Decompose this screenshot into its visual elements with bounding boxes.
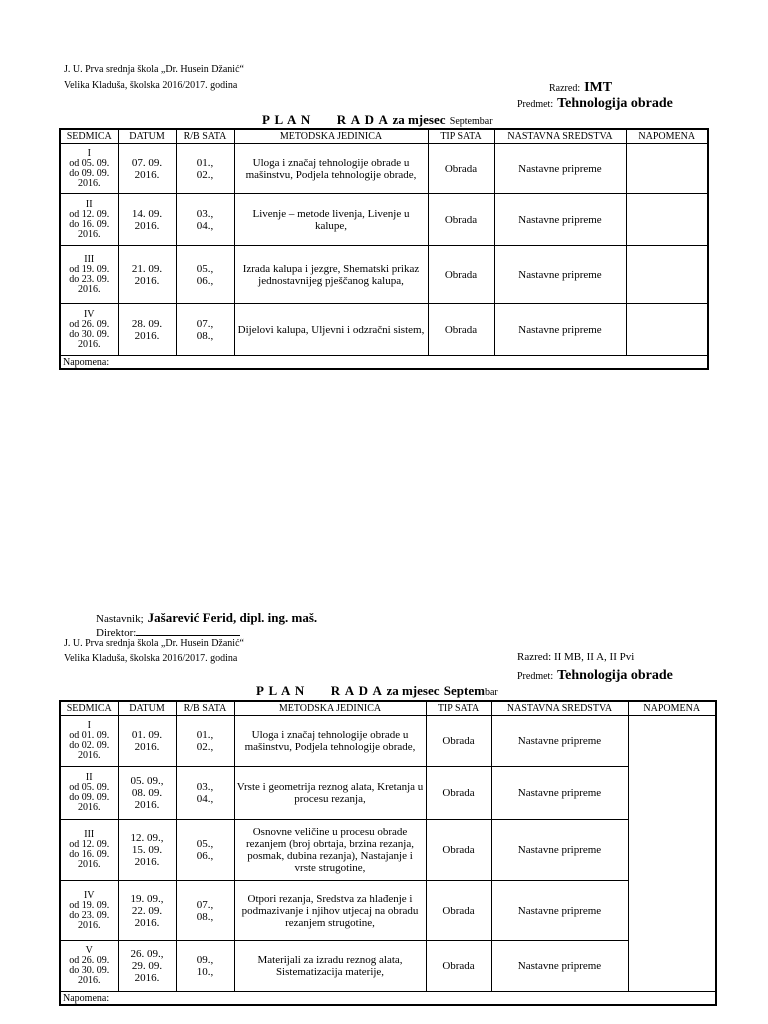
week-cell: IV od 19. 09. do 23. 09. 2016.: [60, 881, 118, 941]
table-row: [60, 820, 716, 881]
means-cell: Nastavne pripreme: [491, 881, 628, 941]
predmet-label: Predmet:: [517, 99, 554, 110]
date-cell: 28. 09. 2016.: [118, 304, 176, 356]
col-header-napomena: NAPOMENA: [626, 129, 708, 144]
date-cell: 14. 09. 2016.: [118, 194, 176, 246]
unit-cell: Vrste i geometrija reznog alata, Kretanja u procesu rezanja,: [234, 767, 426, 820]
nastavnik-value: Jašarević Ferid, dipl. ing. maš.: [147, 610, 318, 625]
table-row: [60, 881, 716, 941]
plan-title-1: [262, 112, 493, 128]
type-cell: Obrada: [426, 941, 491, 992]
plan-table-2: [59, 700, 717, 1006]
week-cell: IV od 26. 09. do 30. 09. 2016.: [60, 304, 118, 356]
means-cell: Nastavne pripreme: [494, 246, 626, 304]
type-cell: Obrada: [426, 881, 491, 941]
predmet-value: Tehnologija obrade: [557, 668, 673, 683]
title-main: P L A N R A D A: [262, 112, 389, 127]
hours-cell: 09., 10.,: [176, 941, 234, 992]
plan-title-2: [256, 683, 498, 699]
date-cell: 07. 09. 2016.: [118, 144, 176, 194]
razred-value: II MB, II A, II Pvi: [553, 651, 635, 663]
plan-table-1: [59, 128, 709, 370]
title-month-bold: Septem: [443, 683, 485, 698]
table-row: [60, 304, 708, 356]
napomena-cell: Napomena:: [60, 992, 716, 1006]
unit-cell: Dijelovi kalupa, Uljevni i odzračni sistem,: [234, 304, 428, 356]
place-year-1: Velika Kladuša, školska 2016/2017. godina: [64, 80, 238, 91]
col-header-datum: DATUM: [118, 701, 176, 716]
table-header-row: [60, 701, 716, 716]
table-row: [60, 144, 708, 194]
table-header-row: [60, 129, 708, 144]
date-cell: 12. 09., 15. 09. 2016.: [118, 820, 176, 881]
table-row: [60, 941, 716, 992]
hours-cell: 03., 04.,: [176, 767, 234, 820]
hours-cell: 01., 02.,: [176, 144, 234, 194]
title-main: P L A N R A D A: [256, 683, 383, 698]
hours-cell: 07., 08.,: [176, 304, 234, 356]
table-row: [60, 246, 708, 304]
means-cell: Nastavne pripreme: [494, 194, 626, 246]
type-cell: Obrada: [428, 144, 494, 194]
means-cell: Nastavne pripreme: [491, 820, 628, 881]
week-cell: I od 01. 09. do 02. 09. 2016.: [60, 716, 118, 767]
type-cell: Obrada: [426, 820, 491, 881]
means-cell: Nastavne pripreme: [491, 941, 628, 992]
unit-cell: Uloga i značaj tehnologije obrade u mašinstvu, Podjela tehnologije obrade,: [234, 716, 426, 767]
col-header-sedmica: SEDMICA: [60, 701, 118, 716]
type-cell: Obrada: [426, 716, 491, 767]
col-header-tip-sata: TIP SATA: [428, 129, 494, 144]
direktor-signature-line: [136, 625, 240, 636]
col-header-metodska-jedinica: METODSKA JEDINICA: [234, 701, 426, 716]
table-row: [60, 194, 708, 246]
col-header-metodska-jedinica: METODSKA JEDINICA: [234, 129, 428, 144]
predmet-1: [517, 94, 673, 112]
table-row: [60, 767, 716, 820]
week-cell: II od 05. 09. do 09. 09. 2016.: [60, 767, 118, 820]
means-cell: Nastavne pripreme: [491, 716, 628, 767]
note-cell: [626, 304, 708, 356]
predmet-label: Predmet:: [517, 671, 554, 682]
unit-cell: Materijali za izradu reznog alata, Sistematizacija materije,: [234, 941, 426, 992]
means-cell: Nastavne pripreme: [494, 304, 626, 356]
col-header-nastavna-sredstva: NASTAVNA SREDSTVA: [494, 129, 626, 144]
col-header-sedmica: SEDMICA: [60, 129, 118, 144]
week-cell: V od 26. 09. do 30. 09. 2016.: [60, 941, 118, 992]
napomena-cell: Napomena:: [60, 356, 708, 370]
type-cell: Obrada: [428, 304, 494, 356]
predmet-2: [517, 666, 673, 684]
napomena-merged-cell: [628, 716, 716, 992]
col-header-napomena: NAPOMENA: [628, 701, 716, 716]
col-header-datum: DATUM: [118, 129, 176, 144]
title-za: za mjesec: [392, 112, 446, 127]
hours-cell: 03., 04.,: [176, 194, 234, 246]
col-header-tip-sata: TIP SATA: [426, 701, 491, 716]
week-cell: III od 12. 09. do 16. 09. 2016.: [60, 820, 118, 881]
razred-label: Razred:: [517, 651, 552, 663]
place-year-2: Velika Kladuša, školska 2016/2017. godina: [64, 653, 238, 664]
unit-cell: Livenje – metode livenja, Livenje u kalupe,: [234, 194, 428, 246]
school-name-1: J. U. Prva srednja škola „Dr. Husein Džanić“: [64, 64, 244, 75]
unit-cell: Izrada kalupa i jezgre, Shematski prikaz jednostavnijeg pješčanog kalupa,: [234, 246, 428, 304]
date-cell: 21. 09. 2016.: [118, 246, 176, 304]
predmet-value: Tehnologija obrade: [557, 96, 673, 111]
title-za: za mjesec: [386, 683, 440, 698]
school-name-2: J. U. Prva srednja škola „Dr. Husein Džanić“: [64, 638, 244, 649]
type-cell: Obrada: [428, 246, 494, 304]
week-cell: III od 19. 09. do 23. 09. 2016.: [60, 246, 118, 304]
title-month-rest: bar: [484, 687, 498, 698]
nastavnik-label: Nastavnik;: [96, 613, 144, 625]
means-cell: Nastavne pripreme: [494, 144, 626, 194]
col-header-nastavna-sredstva: NASTAVNA SREDSTVA: [491, 701, 628, 716]
hours-cell: 05., 06.,: [176, 820, 234, 881]
table-row: [60, 716, 716, 767]
means-cell: Nastavne pripreme: [491, 767, 628, 820]
hours-cell: 01., 02.,: [176, 716, 234, 767]
week-cell: II od 12. 09. do 16. 09. 2016.: [60, 194, 118, 246]
date-cell: 26. 09., 29. 09. 2016.: [118, 941, 176, 992]
col-header-rb-sata: R/B SATA: [176, 129, 234, 144]
hours-cell: 05., 06.,: [176, 246, 234, 304]
direktor-label: Direktor:: [96, 627, 137, 639]
title-month: Septembar: [449, 116, 493, 127]
razred-value: IMT: [584, 80, 613, 95]
note-cell: [626, 194, 708, 246]
type-cell: Obrada: [426, 767, 491, 820]
unit-cell: Uloga i značaj tehnologije obrade u mašinstvu, Podjela tehnologije obrade,: [234, 144, 428, 194]
date-cell: 05. 09., 08. 09. 2016.: [118, 767, 176, 820]
hours-cell: 07., 08.,: [176, 881, 234, 941]
type-cell: Obrada: [428, 194, 494, 246]
date-cell: 01. 09. 2016.: [118, 716, 176, 767]
napomena-row: [60, 356, 708, 370]
week-cell: I od 05. 09. do 09. 09. 2016.: [60, 144, 118, 194]
napomena-row: [60, 992, 716, 1006]
razred-2: [517, 651, 634, 663]
razred-label: Razred:: [549, 83, 581, 94]
date-cell: 19. 09., 22. 09. 2016.: [118, 881, 176, 941]
direktor-line: [96, 625, 240, 639]
note-cell: [626, 246, 708, 304]
unit-cell: Osnovne veličine u procesu obrade rezanjem (broj obrtaja, brzina rezanja, posmak, dubina rezanja), Nastajanje i vrste strugotine,: [234, 820, 426, 881]
note-cell: [626, 144, 708, 194]
col-header-rb-sata: R/B SATA: [176, 701, 234, 716]
unit-cell: Otpori rezanja, Sredstva za hlađenje i podmazivanje i njihov utjecaj na obradu rezanjem strugotine,: [234, 881, 426, 941]
